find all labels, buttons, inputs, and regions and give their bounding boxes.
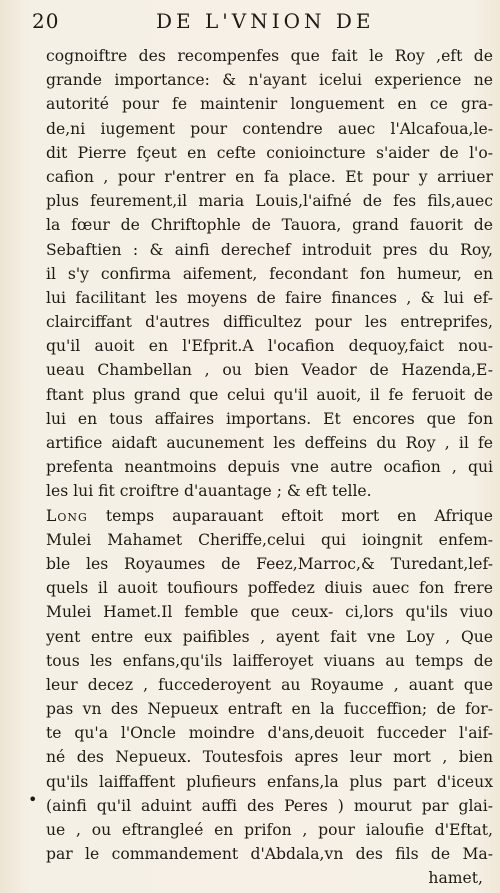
page-number: 20 xyxy=(32,9,60,33)
text-line: ble les Royaumes de Feez,Marroc,& Turedant,lef- xyxy=(46,554,493,573)
text-line: ftant plus grand que celui qu'il auoit, il fe feruoit de xyxy=(46,385,493,404)
text-line: pas vn des Nepueux entraft en la fucceffion; de for- xyxy=(46,700,493,719)
page-body xyxy=(46,44,493,891)
text-line: yent entre eux paifibles , ayent fait vne Loy , Que xyxy=(46,627,493,646)
text-line: (ainfi qu'il aduint auffi des Peres ) mourut par glai- xyxy=(46,796,493,815)
text-line: ueau Chambellan , ou bien Veador de Hazenda,E- xyxy=(46,361,493,380)
text-line: temps auparauant eftoit mort en Afrique xyxy=(105,506,493,525)
text-line: autorité pour fe maintenir longuement en ce gra- xyxy=(46,95,493,114)
text-line: Mulei Mahamet Cheriffe,celui qui ioingnit enfem- xyxy=(46,530,493,549)
text-line: il s'y confirma aifement, fecondant fon humeur, en xyxy=(46,264,493,283)
text-line: Mulei Hamet.Il femble que ceux- ci,lors qu'ils viuo xyxy=(46,603,493,622)
text-line: leur decez , fuccederoyent au Royaume , auant que xyxy=(46,675,493,694)
text-line: lui en tous affaires importans. Et encores que fon xyxy=(46,409,493,428)
text-line: par le commandement d'Abdala,vn des fils de Ma- xyxy=(46,845,493,864)
text-line: la fœur de Chriftophle de Tauora, grand fauorit de xyxy=(46,216,493,235)
text-line: quels il auoit toufiours poffedez diuis auec fon frere xyxy=(46,579,493,598)
margin-mark: • xyxy=(28,790,38,809)
text-line: lui facilitant les moyens de faire finances , & lui ef- xyxy=(46,288,493,307)
text-line: né des Nepueux. Toutesfois apres leur mort , bien xyxy=(46,748,493,767)
paragraph-first-line xyxy=(46,504,493,528)
text-line: plus feurement,il maria Louis,l'aifné de fes fils,auec xyxy=(46,192,493,211)
text-line: clairciffant d'autres difficultez pour les entreprifes, xyxy=(46,313,493,332)
text-line: cafion , pour r'entrer en fa place. Et pour y arriuer xyxy=(46,167,493,186)
text-line: artifice aidaft aucunement les deffeins du Roy , il fe xyxy=(46,434,493,452)
text-line: qu'il auoit en l'Efprit.A l'ocafion dequoy,faict nou- xyxy=(46,337,493,356)
text-line: grande importance: & n'ayant icelui experience ne xyxy=(46,71,493,90)
page-header xyxy=(32,9,482,35)
text-line: Sebaftien : & ainfi derechef introduit pres du Roy, xyxy=(46,240,493,259)
text-line: dit Pierre fçeut en cefte conioincture s'aider de l'o- xyxy=(46,143,493,162)
text-line: te qu'a l'Oncle moindre d'ans,deuoit fucceder l'aif- xyxy=(46,724,493,743)
catchword-line: hamet, xyxy=(428,869,483,888)
text-line: cognoiftre des recompenfes que fait le Roy ,eft de xyxy=(46,47,493,65)
text-line: qu'ils laiffaffent plufieurs enfans,la plus part d'iceux xyxy=(46,772,493,791)
bottom-margin xyxy=(0,860,500,893)
text-line: ue , ou eftrangleé en prifon , pour ialoufie d'Eftat, xyxy=(46,821,493,839)
text-line: les lui fit croiftre d'auantage ; & eft telle. xyxy=(46,482,372,501)
paragraph-lead-word: Long xyxy=(46,506,88,525)
text-line: de,ni iugement pour contendre auec l'Alcafoua,le- xyxy=(46,119,493,138)
text-line: prefenta neantmoins depuis vne autre ocafion , qui xyxy=(46,458,493,477)
running-title: DE L'VNION DE xyxy=(156,9,375,33)
text-line: tous les enfans,qu'ils laifferoyet viuans au temps de xyxy=(46,651,493,670)
